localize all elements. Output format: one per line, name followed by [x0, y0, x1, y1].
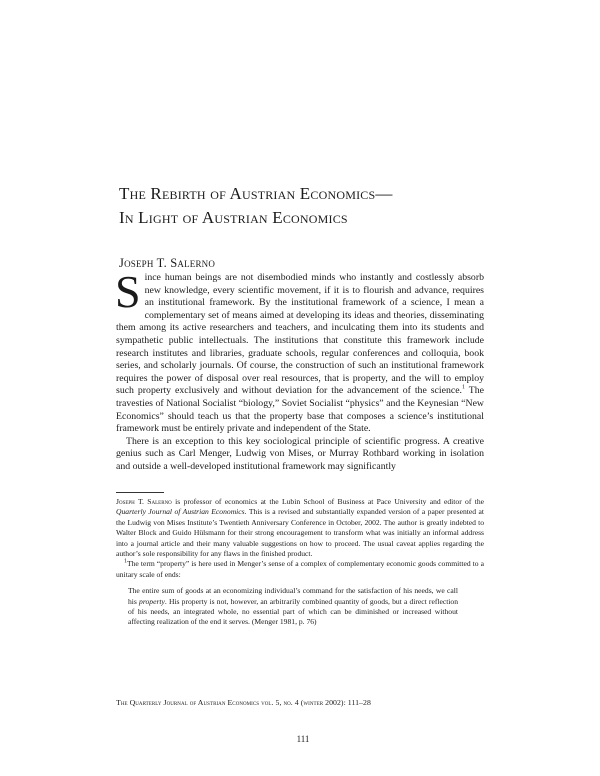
quote-emphasis: property — [139, 596, 165, 606]
drop-cap: S — [115, 266, 141, 317]
footnote-1-number: 1 — [124, 558, 127, 565]
footnote-rule — [116, 492, 164, 493]
paragraph-1-end: The travesties of National Socialist “biology,” Soviet Socialist “physics” and the Keynesian “New Economics” should teach us that the property base that composes a science’s institutional framework must be entirely private and independent of the State. — [116, 385, 484, 435]
body-paragraph-1 — [115, 266, 484, 436]
journal-citation: The Quarterly Journal of Austrian Economics vol. 5, no. 4 (winter 2002): 111–28 — [116, 698, 371, 707]
title-line-1: The Rebirth of Austrian Economics— — [119, 184, 393, 203]
page-number: 111 — [296, 734, 310, 744]
footnote-author-name: Joseph T. Salerno — [116, 497, 172, 506]
journal-name: Quarterly Journal of Austrian Economics — [116, 507, 245, 517]
author-footnote — [116, 497, 484, 559]
body-paragraph-2: There is an exception to this key sociological principle of scientific progress. A creative genius such as Carl Menger, Ludwig von Mises, or Murray Rothbard working in isolation and outside a well-developed institutional framework may significantly — [116, 435, 484, 472]
footnote-1 — [116, 559, 484, 580]
author-name: Joseph T. Salerno — [119, 256, 216, 270]
footnote-1-text: The term “property” is here used in Menger’s sense of a complex of complementary economic goods committed to a unitary scale of ends: — [116, 559, 484, 579]
article-body — [115, 266, 484, 474]
footnotes — [116, 497, 484, 628]
quote-text-a: The entire sum of goods at an economizing individual’s command for the satisfaction of his needs, we call his — [128, 586, 458, 606]
quote-text-b: . His property is not, however, an arbitrarily combined quantity of goods, but a direct reflection of his needs, an integrated whole, no essential part of which can be diminished or increased without affecting realization of the end it serves. (Menger 1981, p. 76) — [128, 596, 459, 627]
footnote-ref-1[interactable]: 1 — [462, 385, 466, 392]
footnote-quote — [128, 586, 484, 628]
author-footnote-text-b: . This is a revised and substantially expanded version of a paper presented at the Ludwig von Mises Institute’s Twentieth Anniversary Conference in October, 2002. The author is greatly indebted to Walter Block and Guido Hülsmann for their strong encouragement to transform what was initially an informal address into a journal article and their many valuable suggestions on how to proceed. The usual caveat applies regarding the author’s sole responsibility for any flaws in the finished product. — [116, 507, 484, 559]
paragraph-1-text: ince human beings are not disembodied minds who instantly and costlessly absorb new knowledge, every scientific movement, if it is to flourish and advance, requires an institutional framework. By the institutional framework of a science, I mean a complementary set of means aimed at developing its ideas and theories, disseminating them among its active researchers and teachers, and inculcating them into its students and sympathetic public intellectuals. The institutions that constitute this framework include research institutes and libraries, graduate schools, regular conferences and colloquia, book series, and scholarly journals. Of course, the construction of such an institutional framework requires the power of disposal over real resources, that is property, and the will to employ such property exclusively and without deviation for the advancement of the science. — [116, 272, 484, 397]
title-line-2: In Light of Austrian Economics — [119, 208, 348, 227]
author-footnote-text-a: is professor of economics at the Lubin School of Business at Pace University and editor of the — [171, 497, 484, 506]
article-title — [119, 182, 489, 230]
